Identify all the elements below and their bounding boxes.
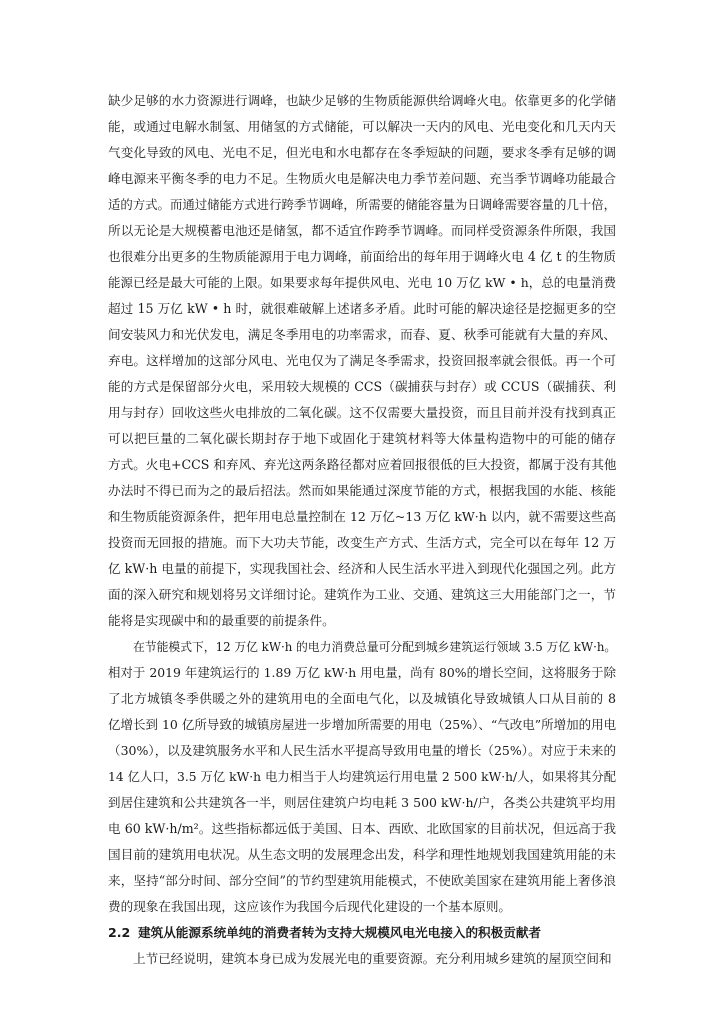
- text-line: 可以把巨量的二氧化碳长期封存于地下或固化于建筑材料等大体量构造物中的可能的储存: [108, 431, 616, 446]
- text-line: 面的深入研究和规划将另文详细讨论。建筑作为工业、交通、建筑这三大用能部门之一，节: [108, 587, 616, 602]
- text-line: 上节已经说明，建筑本身已成为发展光电的重要资源。充分利用城乡建筑的屋顶空间和: [133, 951, 612, 966]
- text-line: 缺少足够的水力资源进行调峰，也缺少足够的生物质能源供给调峰火电。依靠更多的化学储: [108, 93, 616, 108]
- text-line: 在节能模式下，12 万亿 kW·h 的电力消费总量可分配到城乡建筑运行领域 3.5 万亿 kW·h。: [133, 640, 617, 654]
- text-line: 了北方城镇冬季供暖之外的建筑用电的全面电气化，以及城镇化导致城镇人口从目前的 8: [108, 691, 616, 706]
- section-title: 建筑从能源系统单纯的消费者转为支持大规模风电光电接入的积极贡献者: [138, 925, 541, 940]
- text-line: 峰电源来平衡冬季的电力不足。生物质火电是解决电力季节差问题、充当季节调峰功能最合: [108, 171, 616, 186]
- text-line: 能，或通过电解水制氢、用储氢的方式储能，可以解决一天内的风电、光电变化和几天内天: [108, 119, 616, 134]
- text-line: 费的现象在我国出现，这应该作为我国今后现代化建设的一个基本原则。: [108, 899, 511, 914]
- text-line: 办法时不得已而为之的最后招法。然而如果能通过深度节能的方式，根据我国的水能、核能: [108, 483, 616, 498]
- text-line: 和生物质能资源条件，把年用电总量控制在 12 万亿~13 万亿 kW·h 以内，就不需要这些高: [108, 509, 616, 524]
- section-heading: [108, 924, 616, 942]
- text-line: 超过 15 万亿 kW • h 时，就很难破解上述诸多矛盾。此时可能的解决途径是挖掘更多的空: [108, 301, 616, 316]
- text-line: 适的方式。而通过储能方式进行跨季节调峰，所需要的储能容量为日调峰需要容量的几十倍，: [108, 197, 617, 212]
- text-line: 电 60 kW·h/m²。这些指标都远低于美国、日本、西欧、北欧国家的目前状况，但远高于我: [108, 821, 616, 836]
- text-line: 气变化导致的风电、光电不足，但光电和水电都存在冬季短缺的问题，要求冬季有足够的调: [108, 145, 616, 160]
- text-line: 能将是实现碳中和的最重要的前提条件。: [108, 613, 335, 628]
- text-line: 方式。火电+CCS 和弃风、弃光这两条路径都对应着回报很低的巨大投资，都属于没有其他: [108, 457, 617, 472]
- text-line: 投资而无回报的措施。而下大功夫节能，改变生产方式、生活方式，完全可以在每年 12 万: [108, 535, 616, 550]
- text-line: 亿 kW·h 电量的前提下，实现我国社会、经济和人民生活水平进入到现代化强国之列。此方: [108, 561, 616, 576]
- text-line: 国目前的建筑用电状况。从生态文明的发展理念出发，科学和理性地规划我国建筑用能的未: [108, 847, 616, 862]
- text-line: 能源已经是最大可能的上限。如果要求每年提供风电、光电 10 万亿 kW • h，总的电量消费: [108, 275, 616, 290]
- text-line: （30%），以及建筑服务水平和人民生活水平提高导致用电量的增长（25%）。对应于未来的: [108, 743, 616, 758]
- text-line: 所以无论是大规模蓄电池还是储氢，都不适宜作跨季节调峰。而同样受资源条件所限，我国: [108, 223, 616, 238]
- section-number: 2.2: [108, 925, 131, 940]
- text-line: 来，坚持“部分时间、部分空间”的节约型建筑用能模式，不使欧美国家在建筑用能上奢侈浪: [108, 873, 616, 888]
- text-line: 亿增长到 10 亿所导致的城镇房屋进一步增加所需要的用电（25%）、“气改电”所增加的用电: [108, 717, 617, 732]
- text-line: 间安装风力和光伏发电，满足冬季用电的功率需求，而春、夏、秋季可能就有大量的弃风、: [108, 327, 616, 342]
- text-line: 能的方式是保留部分火电，采用较大规模的 CCS（碳捕获与封存）或 CCUS（碳捕获、利: [108, 379, 616, 394]
- text-line: 到居住建筑和公共建筑各一半，则居住建筑户均电耗 3 500 kW·h/户，各类公共建筑平均用: [108, 795, 616, 810]
- text-line: 弃电。这样增加的这部分风电、光电仅为了满足冬季需求，投资回报率就会很低。再一个可: [108, 353, 616, 368]
- text-line: 14 亿人口，3.5 万亿 kW·h 电力相当于人均建筑运行用电量 2 500 kW·h/人，如果将其分配: [108, 770, 616, 784]
- text-line: 相对于 2019 年建筑运行的 1.89 万亿 kW·h 用电量，尚有 80%的增长空间，这将服务于除: [108, 665, 616, 680]
- text-line: 用与封存）回收这些火电排放的二氧化碳。这不仅需要大量投资，而且目前并没有找到真正: [108, 405, 616, 420]
- text-line: 也很难分出更多的生物质能源用于电力调峰，前面给出的每年用于调峰火电 4 亿 t 的生物质: [108, 249, 616, 264]
